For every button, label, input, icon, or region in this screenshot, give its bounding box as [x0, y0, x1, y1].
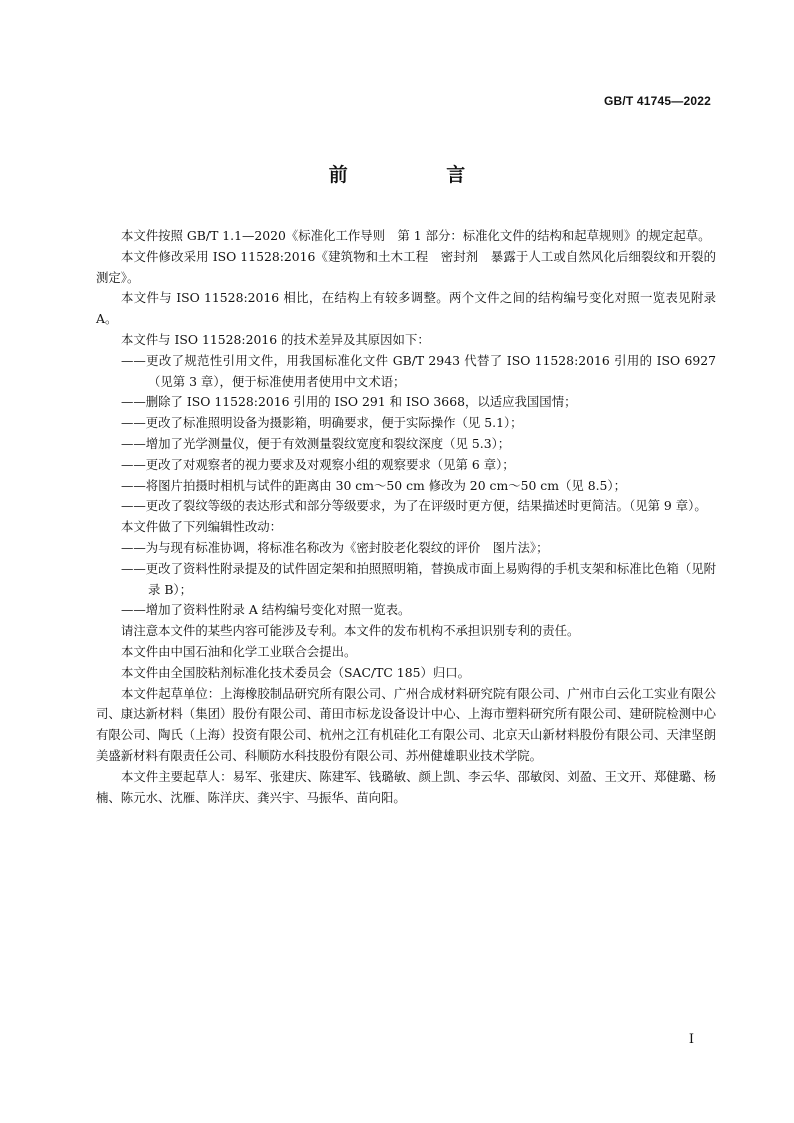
list-item: ——增加了光学测量仪，便于有效测量裂纹宽度和裂纹深度（见 5.3）； [121, 435, 511, 451]
list-item: ——更改了规范性引用文件，用我国标准化文件 GB/T 2943 代替了 ISO 11528:2016 引用的 ISO 6927（见第 3 章），便于标准使用者使用中文术语； [121, 352, 716, 389]
paragraph: 本文件主要起草人：易军、张建庆、陈建军、钱璐敏、颜上凯、李云华、邵敏闵、刘盈、王文开、郑健璐、杨楠、陈元水、沈雁、陈洋庆、龚兴宇、马振华、苗向阳。 [96, 768, 716, 805]
paragraph: 本文件修改采用 ISO 11528:2016《建筑物和土木工程 密封剂 暴露于人工或自然风化后细裂纹和开裂的测定》。 [96, 248, 716, 285]
list-item: ——增加了资料性附录 A 结构编号变化对照一览表。 [121, 602, 411, 618]
paragraph: 本文件由中国石油和化学工业联合会提出。 [121, 643, 357, 659]
list-item: ——将图片拍摄时相机与试件的距离由 30 cm～50 cm 修改为 20 cm～50 cm（见 8.5）； [121, 477, 626, 493]
list-item: ——更改了标准照明设备为摄影箱，明确要求，便于实际操作（见 5.1）； [121, 415, 523, 431]
list-item: ——为与现有标准协调，将标准名称改为《密封胶老化裂纹的评价 图片法》； [121, 539, 549, 555]
list-item: ——更改了资料性附录提及的试件固定架和拍照照明箱，替换成市面上易购得的手机支架和标准比色箱（见附录 B）； [121, 560, 716, 597]
paragraph: 本文件按照 GB/T 1.1—2020《标准化工作导则 第 1 部分：标准化文件的结构和起草规则》的规定起草。 [121, 228, 711, 243]
list-item: ——更改了对观察者的视力要求及对观察小组的观察要求（见第 6 章）； [121, 456, 515, 472]
foreword-body [96, 226, 716, 808]
paragraph: 请注意本文件的某些内容可能涉及专利。本文件的发布机构不承担识别专利的责任。 [121, 623, 580, 639]
list-item: ——删除了 ISO 11528:2016 引用的 ISO 291 和 ISO 3668，以适应我国国情； [121, 394, 577, 410]
paragraph: 本文件与 ISO 11528:2016 相比，在结构上有较多调整。两个文件之间的结构编号变化对照一览表见附录 A。 [96, 290, 716, 327]
paragraph: 本文件与 ISO 11528:2016 的技术差异及其原因如下： [121, 331, 430, 347]
page-number: I [688, 1032, 694, 1047]
list-item: ——更改了裂纹等级的表达形式和部分等级要求，为了在评级时更方便，结果描述时更简洁。（见第 9 章）。 [121, 498, 707, 514]
document-number: GB/T 41745—2022 [603, 94, 711, 108]
paragraph: 本文件做了下列编辑性改动： [121, 519, 283, 535]
paragraph: 本文件由全国胶粘剂标准化技术委员会（SAC/TC 185）归口。 [121, 664, 471, 680]
paragraph: 本文件起草单位：上海橡胶制品研究所有限公司、广州合成材料研究院有限公司、广州市白云化工实业有限公司、康达新材料（集团）股份有限公司、莆田市标龙设备设计中心、上海市塑料研究所有限公司、建研院检测中心有限公司、陶氏（上海）投资有限公司、杭州之江有机硅化工有限公司、北京天山新材料股份有限公司、天津坚朗美盛新材料有限责任公司、科顺防水科技股份有限公司、苏州健雄职业技术学院。 [96, 685, 716, 763]
page-title: 前 言 [328, 164, 512, 186]
